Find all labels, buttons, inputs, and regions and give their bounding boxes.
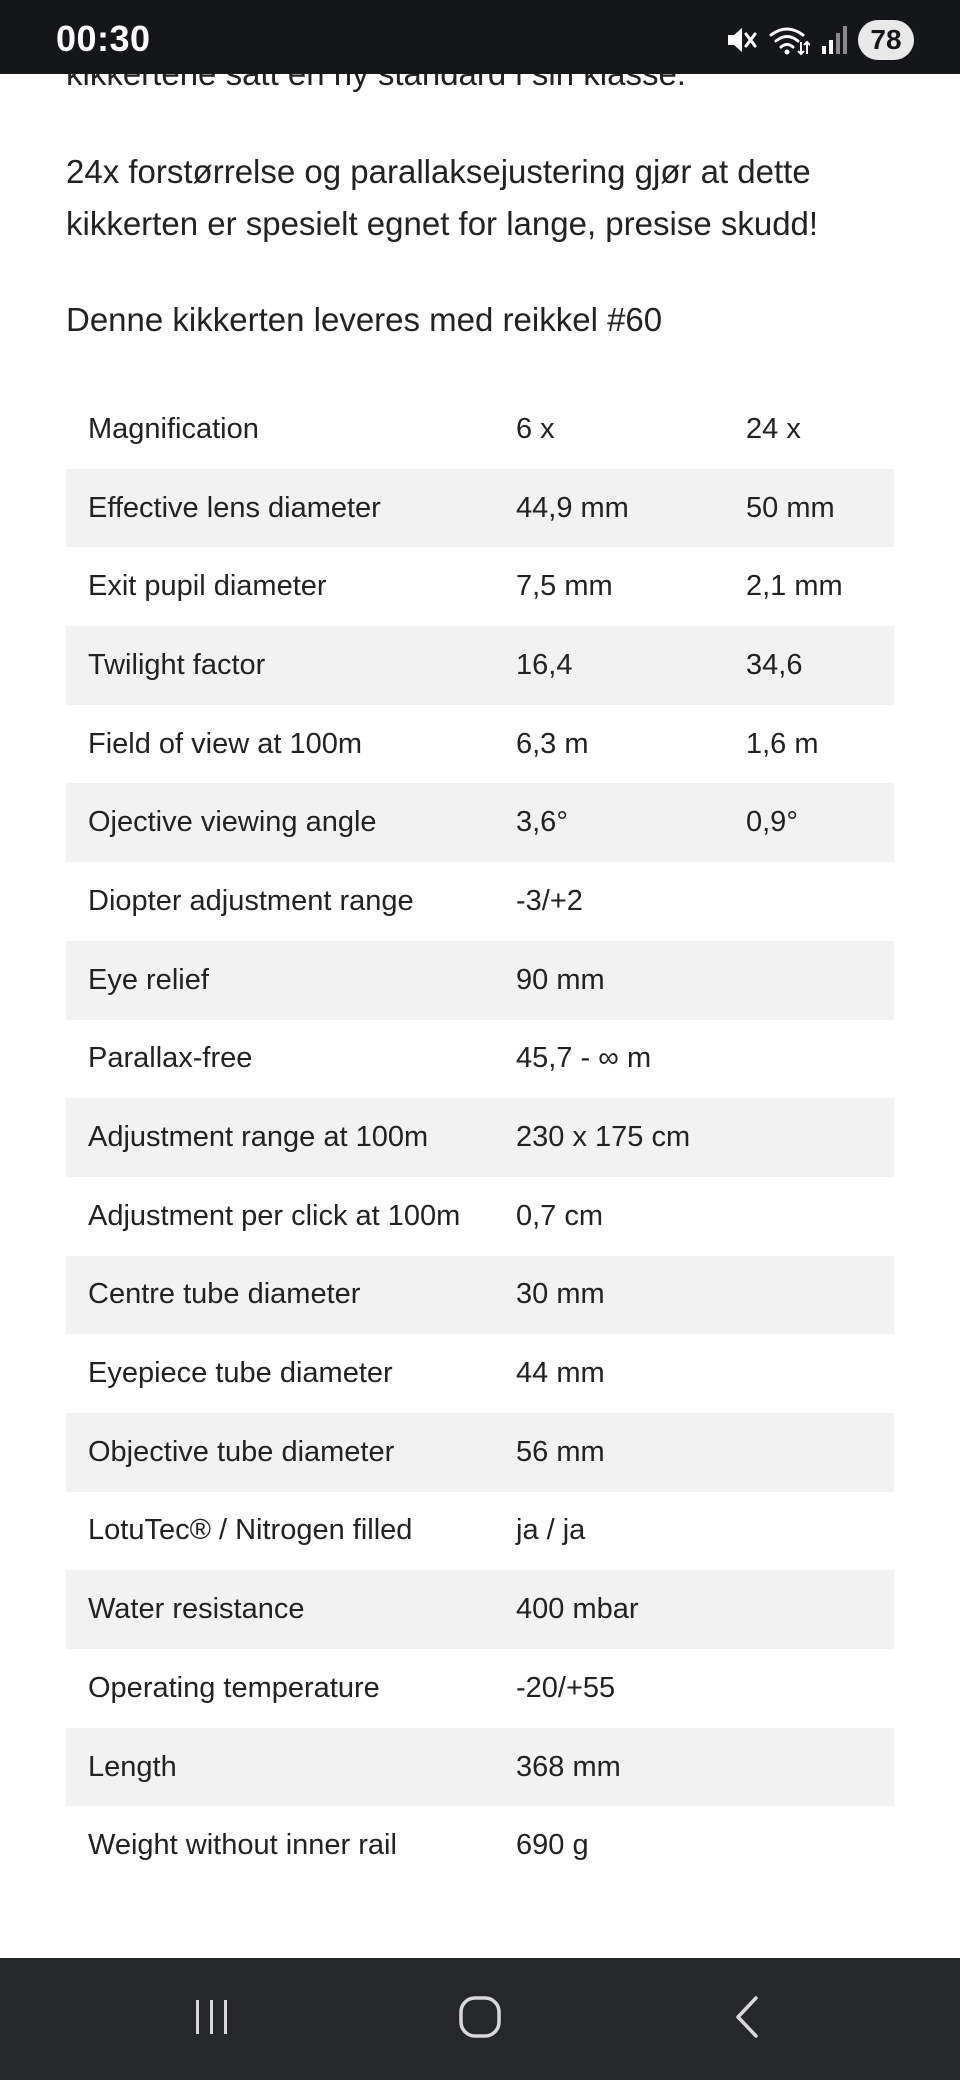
spec-row — [66, 1806, 894, 1885]
spec-value-1: 230 x 175 cm — [516, 1121, 691, 1154]
spec-value-2: 0,9° — [746, 806, 798, 839]
battery-icon: 78 — [858, 20, 914, 60]
spec-value-1: 16,4 — [516, 648, 573, 681]
spec-value-1: 30 mm — [516, 1278, 605, 1311]
spec-value-1: 0,7 cm — [516, 1199, 604, 1232]
spec-label: Adjustment range at 100m — [88, 1121, 429, 1154]
spec-row — [66, 1728, 894, 1807]
back-button[interactable] — [708, 1984, 788, 2054]
specs-table — [66, 390, 894, 1885]
article-paragraph: Denne kikkerten leveres med reikkel #60 — [66, 301, 663, 338]
spec-value-1: 6 x — [516, 412, 555, 445]
spec-value-1: 400 mbar — [516, 1593, 639, 1626]
spec-value-2 — [746, 1492, 894, 1571]
spec-label: Objective tube diameter — [88, 1435, 395, 1468]
recent-apps-icon — [192, 1997, 232, 2042]
spec-row — [66, 1334, 894, 1413]
spec-label: Operating temperature — [88, 1671, 380, 1704]
spec-value-1: 6,3 m — [516, 727, 589, 760]
status-time: 00:30 — [56, 18, 151, 59]
spec-value-2: 34,6 — [746, 648, 803, 681]
spec-value-1: 7,5 mm — [516, 570, 613, 603]
spec-value-2 — [746, 862, 894, 941]
spec-value-1: 690 g — [516, 1829, 589, 1862]
spec-value-2 — [746, 1020, 894, 1099]
spec-value-2 — [746, 1649, 894, 1728]
recent-apps-button[interactable] — [172, 1984, 252, 2054]
spec-value-2: 2,1 mm — [746, 570, 843, 603]
spec-label: Water resistance — [88, 1593, 305, 1626]
spec-value-2 — [746, 1334, 894, 1413]
spec-value-2 — [746, 1806, 894, 1885]
spec-row — [66, 626, 894, 705]
spec-value-1: 3,6° — [516, 806, 568, 839]
spec-label: Parallax-free — [88, 1042, 253, 1075]
spec-label: Effective lens diameter — [88, 491, 381, 524]
spec-value-2 — [746, 1413, 894, 1492]
spec-value-2 — [746, 1256, 894, 1335]
back-icon — [730, 1995, 766, 2044]
spec-label: Magnification — [88, 412, 259, 445]
navigation-bar — [0, 1958, 960, 2080]
spec-row — [66, 1098, 894, 1177]
spec-value-2 — [746, 1177, 894, 1256]
spec-value-1: -3/+2 — [516, 884, 583, 917]
wifi-icon — [768, 23, 810, 57]
status-bar — [0, 0, 960, 74]
spec-value-1: 44 mm — [516, 1357, 605, 1390]
spec-label: Adjustment per click at 100m — [88, 1199, 461, 1232]
spec-row — [66, 941, 894, 1020]
spec-label: Eyepiece tube diameter — [88, 1357, 393, 1390]
spec-label: Centre tube diameter — [88, 1278, 361, 1311]
spec-row — [66, 1256, 894, 1335]
spec-label: LotuTec® / Nitrogen filled — [88, 1514, 413, 1547]
spec-row — [66, 390, 894, 469]
spec-row — [66, 1649, 894, 1728]
spec-row — [66, 783, 894, 862]
spec-label: Length — [88, 1750, 177, 1783]
spec-value-2: 1,6 m — [746, 727, 819, 760]
spec-label: Twilight factor — [88, 648, 266, 681]
spec-label: Eye relief — [88, 963, 209, 996]
spec-row — [66, 547, 894, 626]
article-paragraph: 24x forstørrelse og parallaksejustering gjør at dette kikkerten er spesielt egnet for lange, presise skudd! — [66, 153, 819, 242]
spec-value-2 — [746, 941, 894, 1020]
spec-row — [66, 469, 894, 548]
status-icons — [724, 20, 914, 60]
mute-icon — [724, 23, 758, 57]
spec-value-1: -20/+55 — [516, 1671, 616, 1704]
spec-label: Diopter adjustment range — [88, 884, 414, 917]
spec-row — [66, 1413, 894, 1492]
signal-icon — [820, 24, 848, 56]
spec-row — [66, 1020, 894, 1099]
spec-value-1: 44,9 mm — [516, 491, 629, 524]
spec-row — [66, 862, 894, 941]
home-icon — [458, 1995, 502, 2044]
spec-value-1: 56 mm — [516, 1435, 605, 1468]
spec-value-1: ja / ja — [516, 1514, 586, 1547]
spec-value-1: 90 mm — [516, 963, 605, 996]
spec-value-1: 45,7 - ∞ m — [516, 1042, 652, 1075]
spec-value-1: 368 mm — [516, 1750, 621, 1783]
spec-row — [66, 1492, 894, 1571]
spec-row — [66, 705, 894, 784]
spec-value-2: 50 mm — [746, 491, 835, 524]
spec-row — [66, 1177, 894, 1256]
spec-label: Field of view at 100m — [88, 727, 363, 760]
spec-value-2 — [746, 1728, 894, 1807]
spec-value-2 — [746, 1570, 894, 1649]
spec-value-2: 24 x — [746, 412, 801, 445]
spec-value-2 — [746, 1098, 894, 1177]
home-button[interactable] — [440, 1984, 520, 2054]
spec-row — [66, 1570, 894, 1649]
spec-label: Exit pupil diameter — [88, 570, 327, 603]
spec-label: Ojective viewing angle — [88, 806, 377, 839]
spec-label: Weight without inner rail — [88, 1829, 397, 1862]
